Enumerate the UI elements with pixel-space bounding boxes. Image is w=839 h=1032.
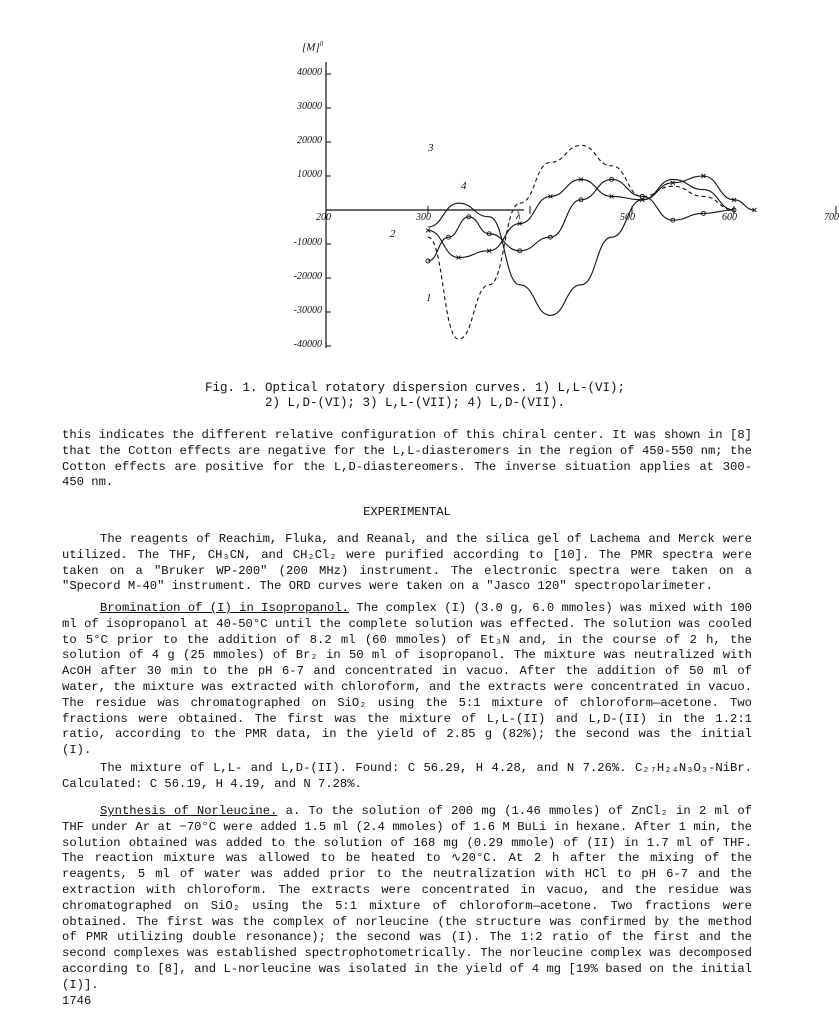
- x-tick-label: 600: [722, 212, 737, 223]
- y-axis-label: $[M]^0$: [302, 40, 324, 54]
- x-tick-label: 200: [316, 212, 331, 223]
- curve-label-3: 3: [428, 142, 434, 154]
- y-tick-label: -30000: [293, 305, 322, 316]
- curve-label-2: 2: [390, 228, 396, 240]
- x-tick-label: 500: [620, 212, 635, 223]
- synthesis-title: Synthesis of Norleucine.: [100, 804, 278, 818]
- paragraph-bromination: [62, 601, 752, 759]
- bromination-title: Bromination of (I) in Isopropanol.: [100, 601, 349, 615]
- y-tick-label: 10000: [297, 169, 322, 180]
- bromination-body: The complex (I) (3.0 g, 6.0 mmoles) was mixed with 100 ml of isopropanol at 40-50°C until the complete solution was effected. The solution was cooled to 5°C prior to the addition of 8.2 ml (60 mmoles) of Et₃N and, in the course of 2 h, the solution of 4 g (25 mmoles) of Br₂ in 50 ml of isopropanol. The mixture was neutralized with AcOH after 30 min to the pH 6-7 and concentrated in vacuo. After the addition of 50 ml of water, the mixture was extracted with chloroform, and the extracts were concentrated in vacuo. The residue was chromatographed on SiO₂ using the 5:1 mixture of chloroform—acetone. Two fractions were obtained. The first was the mixture of L,L-(II) and L,D-(II) in the 1.2:1 ratio, according to the PMR data, in the yield of 2.85 g (82%); the second was the initial (I).: [62, 601, 752, 758]
- series-line-4: [428, 176, 754, 258]
- x-axis-unit: λ: [516, 210, 521, 222]
- paragraph-reagents: The reagents of Reachim, Fluka, and Reanal, and the silica gel of Lachema and Merck were utilized. The THF, CH₃CN, and CH₂Cl₂ were purified according to [10]. The PMR spectra were taken on a "Bruker WP-200" (200 MHz) instrument. The electronic spectra were taken on a "Specord M-40" instrument. The ORD curves were taken on a "Jasco 120" spectropolarimeter.: [62, 532, 752, 594]
- curve-label-4: 4: [461, 180, 467, 192]
- y-tick-label: 30000: [297, 101, 322, 112]
- paragraph-intro: this indicates the different relative configuration of this chiral center. It was shown in [8] that the Cotton effects are negative for the L,L-diasteromers in the region of 450-550 nm; the Cotton effects are positive for the L,D-diastereomers. The inverse situation applies at 300-450 nm.: [62, 428, 752, 490]
- curve-label-1: 1: [426, 292, 432, 304]
- y-tick-label: -20000: [293, 271, 322, 282]
- figure-caption: Fig. 1. Optical rotatory dispersion curves. 1) L,L-(VI); 2) L,D-(VI); 3) L,L-(VII); 4) L,D-(VII).: [204, 381, 626, 410]
- ord-chart: [250, 30, 550, 375]
- paragraph-analysis: The mixture of L,L- and L,D-(II). Found: C 56.29, H 4.28, and N 7.26%. C₂₇H₂₄N₃O₃-NiBr. Calculated: C 56.19, H 4.19, and N 7.28%.: [62, 761, 752, 791]
- section-heading: EXPERIMENTAL: [363, 505, 451, 519]
- y-tick-label: 20000: [297, 135, 322, 146]
- ord-figure: [250, 30, 839, 375]
- series-line-3: [428, 145, 734, 339]
- x-tick-label: 300: [416, 212, 431, 223]
- paragraph-synthesis: [62, 804, 752, 994]
- y-tick-label: 40000: [297, 67, 322, 78]
- synthesis-body: a. To the solution of 200 mg (1.46 mmoles) of ZnCl₂ in 2 ml of THF under Ar at −70°C were added 1.5 ml (2.4 mmoles) of 1.6 M BuLi in hexane. After 1 min, the solution obtained was added to the solution of 168 mg (0.29 mmole) of (II) in 1.7 ml of THF. The reaction mixture was allowed to be heated to ∿20°C. At 2 h after the mixing of the reagents, 5 ml of water was added prior to the neutralization with HCl to pH 6-7 and the extraction with chloroform. The extracts were concentrated in vacuo, and the residue was chromatographed on SiO₂ using the 5:1 mixture of chloroform—acetone. Two fractions were obtained. The first was the complex of norleucine (the structure was confirmed by the method of PMR utilizing double resonance); the second was (I). The 1:2 ratio of the first and the second complexes was established spectrophotometrically. The norleucine complex was decomposed according to [8], and L-norleucine was isolated in the yield of 4 mg [19% based on the initial (I)].: [62, 804, 753, 992]
- y-tick-label: -10000: [293, 237, 322, 248]
- y-tick-label: -40000: [293, 339, 322, 350]
- page-number: 1746: [62, 994, 92, 1008]
- series-line-2: [428, 179, 734, 261]
- x-tick-label: 700: [824, 212, 839, 223]
